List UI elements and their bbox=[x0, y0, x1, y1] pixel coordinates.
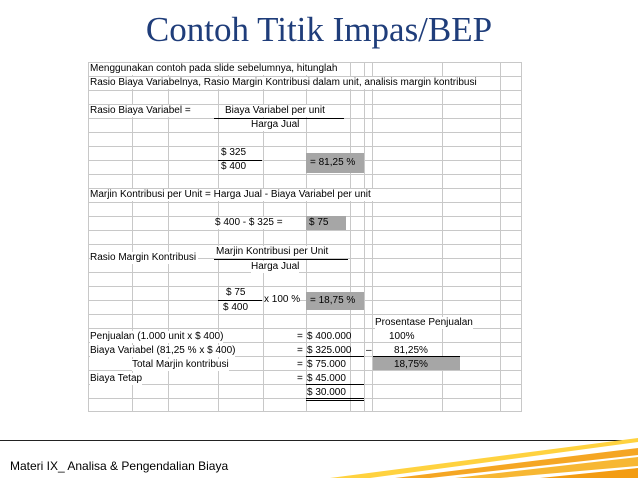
analysis-row-eq: = bbox=[297, 359, 303, 370]
analysis-row-amount: $ 75.000 bbox=[307, 359, 346, 370]
rmk-times: x 100 % bbox=[264, 294, 301, 305]
mkpu-calc: $ 400 - $ 325 = bbox=[215, 217, 283, 228]
analysis-row-label: Biaya Tetap bbox=[90, 373, 143, 384]
intro-line-1: Menggunakan contoh pada slide sebelumnya, hitunglah bbox=[90, 63, 341, 75]
rbv-label: Rasio Biaya Variabel = bbox=[90, 105, 194, 117]
rmk-denominator: Harga Jual bbox=[251, 261, 300, 272]
slide-title: Contoh Titik Impas/BEP bbox=[145, 10, 493, 49]
intro-line-2: Rasio Biaya Variabelnya, Rasio Margin Kontribusi dalam unit, analisis margin kontribusi bbox=[90, 77, 481, 89]
rbv-den-value: $ 400 bbox=[221, 161, 247, 172]
analysis-row-pct: 81,25% bbox=[394, 345, 428, 356]
analysis-row-amount: $ 30.000 bbox=[307, 387, 346, 398]
rmk-numerator: Marjin Kontribusi per Unit bbox=[216, 246, 329, 257]
analysis-row-extra: – bbox=[366, 345, 372, 356]
analysis-row-label: Total Marjin kontribusi bbox=[132, 359, 229, 370]
analysis-row-label: Penjualan (1.000 unit x $ 400) bbox=[90, 331, 224, 342]
analysis-row-amount: $ 45.000 bbox=[307, 373, 346, 384]
analysis-row-pct: 18,75% bbox=[394, 359, 428, 370]
rbv-result: = 81,25 % bbox=[310, 157, 356, 168]
analysis-row-pct: 100% bbox=[389, 331, 415, 342]
rmk-label: Rasio Margin Kontribusi bbox=[90, 252, 197, 263]
rbv-num-value: $ 325 bbox=[221, 147, 247, 158]
rbv-denominator: Harga Jual bbox=[251, 119, 300, 130]
rmk-num-value: $ 75 bbox=[226, 287, 246, 298]
analysis-row-eq: = bbox=[297, 345, 303, 356]
analysis-header: Prosentase Penjualan bbox=[375, 317, 473, 328]
mkpu-label: Marjin Kontribusi per Unit = Harga Jual - Biaya Variabel per unit bbox=[90, 189, 374, 201]
rbv-numerator: Biaya Variabel per unit bbox=[225, 105, 325, 116]
analysis-row-eq: = bbox=[297, 331, 303, 342]
rmk-den-value: $ 400 bbox=[223, 302, 249, 313]
footer-text: Materi IX_ Analisa & Pengendalian Biaya bbox=[10, 459, 229, 473]
analysis-row-amount: $ 400.000 bbox=[307, 331, 352, 342]
mkpu-result: $ 75 bbox=[309, 217, 329, 228]
analysis-row-amount: $ 325.000 bbox=[307, 345, 352, 356]
analysis-row-label: Biaya Variabel (81,25 % x $ 400) bbox=[90, 345, 236, 356]
analysis-row-eq: = bbox=[297, 373, 303, 384]
rmk-result: = 18,75 % bbox=[310, 295, 356, 306]
